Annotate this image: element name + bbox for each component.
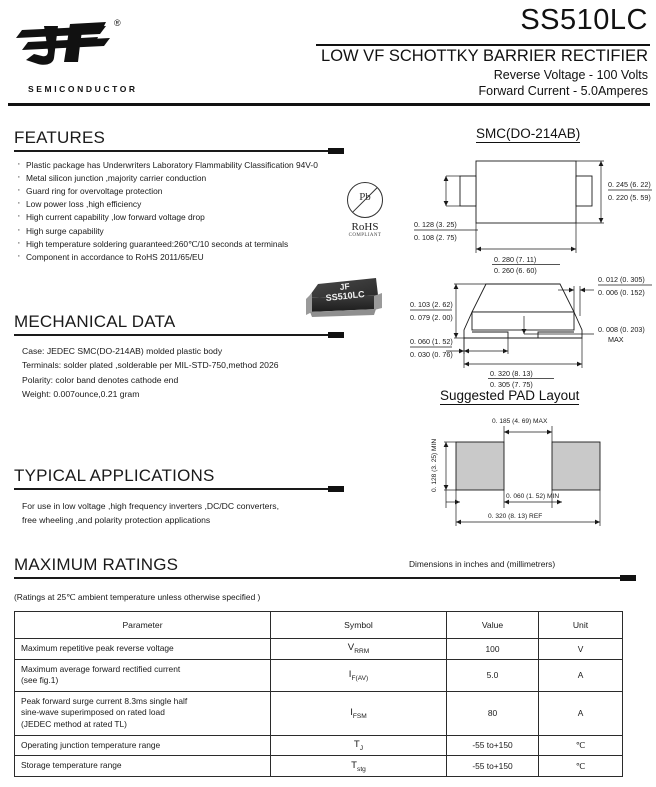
dim-standoff: 0. 008 (0. 203) [598, 325, 645, 334]
symbol-main: T [353, 738, 360, 750]
rating-symbol [271, 756, 447, 777]
rating-parameter: Peak forward surge current 8.3ms single half sine-wave superimposed on rated load (JEDEC method at rated TL) [15, 691, 271, 735]
rating-symbol [271, 691, 447, 735]
mechanical-terminals: Terminals: solder plated ,solderable per MIL-STD-750,method 2026 [22, 360, 279, 370]
list-item: · Low power loss ,high efficiency [14, 198, 344, 211]
symbol-main: I [348, 668, 352, 680]
symbol-main: I [350, 706, 353, 718]
dim-pad-overall: 0. 320 (8. 13) REF [488, 513, 543, 520]
page-header [0, 0, 656, 108]
company-logo [14, 18, 194, 94]
maximum-ratings-heading: MAXIMUM RATINGS [14, 555, 179, 574]
symbol-main: T [351, 759, 358, 771]
registered-mark-icon: ® [114, 18, 121, 28]
rating-symbol [271, 735, 447, 756]
header-rule-bottom [8, 103, 650, 106]
rating-value: 5.0 [447, 659, 539, 691]
dim-body-h-max: 0. 103 (2. 62) [410, 300, 453, 309]
rating-unit: A [539, 659, 623, 691]
applications-rule [14, 488, 344, 490]
spec-forward-current: Forward Current - 5.0Amperes [478, 84, 648, 98]
column-header-value: Value [447, 612, 539, 639]
column-header-unit: Unit [539, 612, 623, 639]
rating-parameter: Maximum repetitive peak reverse voltage [15, 639, 271, 660]
package-drawing-title: SMC(DO-214AB) [476, 126, 581, 141]
rating-unit: V [539, 639, 623, 660]
table-row [15, 735, 623, 756]
rating-value: 100 [447, 639, 539, 660]
dim-pad-gap: 0. 185 (4. 69) MAX [492, 418, 548, 425]
product-title: LOW VF SCHOTTKY BARRIER RECTIFIER [321, 47, 648, 65]
applications-heading: TYPICAL APPLICATIONS [14, 466, 215, 485]
spec-reverse-voltage: Reverse Voltage - 100 Volts [493, 68, 648, 82]
package-marking-line2: SS510LC [325, 288, 366, 303]
symbol-sub: FSM [352, 712, 367, 720]
dim-height-min: 0. 220 (5. 59) [608, 193, 651, 202]
package-marking-line1: JF [339, 281, 351, 292]
mechanical-case: Case: JEDEC SMC(DO-214AB) molded plastic body [22, 345, 223, 356]
applications-section [14, 466, 344, 527]
ratings-condition-note: (Ratings at 25℃ ambient temperature unless otherwise specified ) [14, 592, 261, 602]
list-item: · Guard ring for overvoltage protection [14, 185, 344, 198]
rating-unit: A [539, 691, 623, 735]
maximum-ratings-section [14, 555, 636, 579]
rating-unit: ℃ [539, 756, 623, 777]
symbol-sub: F(AV) [351, 674, 369, 682]
symbol-sub: stg [357, 765, 366, 773]
features-rule [14, 150, 344, 152]
symbol-main: V [347, 642, 355, 654]
applications-lines [14, 499, 344, 527]
dim-lead-max: 0. 128 (3. 25) [414, 220, 457, 229]
features-list [14, 159, 344, 265]
side-view-svg [408, 272, 654, 389]
rohs-compliant-badge [337, 182, 393, 238]
pad-layout-svg [410, 412, 650, 534]
applications-line-2: free wheeling ,and polarity protection applications [22, 514, 211, 525]
lead-symbol: Pb [359, 191, 371, 203]
dim-len-max: 0. 320 (8. 13) [490, 369, 533, 378]
rating-value: 80 [447, 691, 539, 735]
rohs-sublabel: COMPLIANT [348, 233, 382, 238]
table-row [15, 691, 623, 735]
list-item: · High temperature soldering guaranteed:260℃/10 seconds at terminals [14, 238, 344, 251]
package-side-view-drawing [408, 272, 654, 389]
symbol-sub: RRM [354, 648, 370, 656]
dim-lead-min: 0. 108 (2. 75) [414, 233, 457, 242]
list-item: · Plastic package has Underwriters Laboratory Flammability Classification 94V-0 [14, 159, 344, 172]
rating-symbol [271, 639, 447, 660]
part-number: SS510LC [520, 4, 648, 36]
list-item: · High current capability ,low forward voltage drop [14, 211, 344, 224]
column-header-parameter: Parameter [15, 612, 271, 639]
dim-lead-t-max: 0. 012 (0. 305) [598, 275, 645, 284]
dim-width-min: 0. 260 (6. 60) [494, 266, 537, 275]
mechanical-rule [14, 334, 344, 336]
mechanical-weight: Weight: 0.007ounce,0.21 gram [22, 389, 140, 399]
table-row [15, 756, 623, 777]
rating-value: -55 to+150 [447, 735, 539, 756]
table-row [15, 659, 623, 691]
dim-foot-min: 0. 030 (0. 76) [410, 350, 453, 359]
dim-pad-height: 0. 128 (3. 25) MIN [431, 438, 438, 492]
dim-len-min: 0. 305 (7. 75) [490, 380, 533, 389]
table-row [15, 639, 623, 660]
header-rule-top [316, 44, 650, 46]
dim-lead-t-min: 0. 006 (0. 152) [598, 288, 645, 297]
dim-body-h-min: 0. 079 (2. 00) [410, 313, 453, 322]
dimension-note: Dimensions in inches and (millimetrers) [409, 559, 556, 569]
list-item: · Component in accordance to RoHS 2011/65/EU [14, 251, 344, 264]
rating-parameter: Storage temperature range [15, 756, 271, 777]
rohs-label: RoHS [351, 221, 379, 233]
applications-line-1: For use in low voltage ,high frequency inverters ,DC/DC converters, [22, 500, 279, 511]
table-header-row [15, 612, 623, 639]
symbol-sub: J [359, 744, 364, 752]
dim-width-max: 0. 280 (7. 11) [494, 255, 537, 264]
dim-foot-max: 0. 060 (1. 52) [410, 337, 453, 346]
maximum-ratings-rule [14, 577, 636, 579]
features-section [14, 128, 344, 264]
dim-height-max: 0. 245 (6. 22) [608, 180, 651, 189]
maximum-ratings-table [14, 611, 623, 777]
pad-layout-drawing [410, 412, 650, 534]
mechanical-heading: MECHANICAL DATA [14, 312, 176, 331]
company-subtitle: SEMICONDUCTOR [28, 84, 138, 94]
pad-layout-title: Suggested PAD Layout [440, 388, 580, 403]
rating-unit: ℃ [539, 735, 623, 756]
mechanical-data-section [14, 312, 344, 402]
dim-pad-width: 0. 060 (1. 52) MIN [506, 493, 560, 500]
rating-parameter: Operating junction temperature range [15, 735, 271, 756]
rating-symbol [271, 659, 447, 691]
column-header-symbol: Symbol [271, 612, 447, 639]
package-top-view-drawing [408, 145, 654, 275]
mechanical-polarity: Polarity: color band denotes cathode end [22, 374, 179, 385]
list-item: · High surge capability [14, 225, 344, 238]
list-item: · Metal silicon junction ,majority carrier conduction [14, 172, 344, 185]
rating-value: -55 to+150 [447, 756, 539, 777]
mechanical-lines [14, 344, 344, 402]
dim-standoff-qualifier: MAX [608, 335, 624, 344]
top-view-svg [408, 145, 654, 275]
features-heading: FEATURES [14, 128, 106, 147]
no-lead-icon [347, 182, 383, 218]
rating-parameter: Maximum average forward rectified current (see fig.1) [15, 659, 271, 691]
